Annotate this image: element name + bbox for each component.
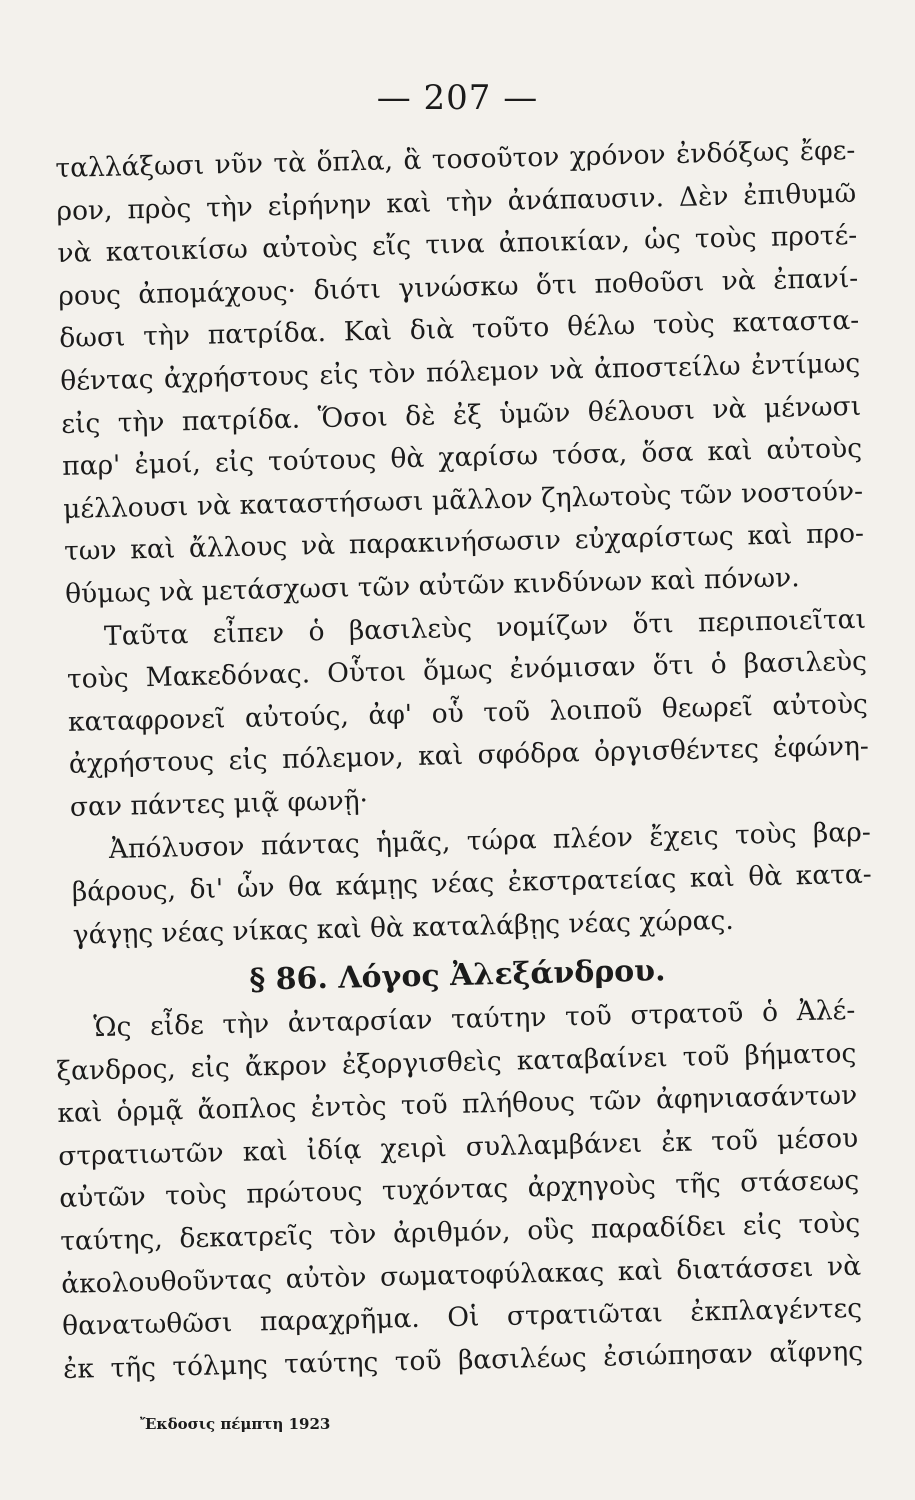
text-line: σαν πάντες μιᾷ φωνῇ· bbox=[69, 784, 369, 823]
text-line: θανατωθῶσι παραχρῆμα. Οἱ στρατιῶται ἐκπλαγέντες bbox=[61, 1292, 863, 1343]
text-line: νὰ κατοικίσω αὐτοὺς εἴς τινα ἀποικίαν, ὡς τοὺς προτέ- bbox=[57, 220, 858, 270]
text-line: στρατιωτῶν καὶ ἰδίᾳ χειρὶ συλλαμβάνει ἐκ τοῦ μέσου bbox=[58, 1122, 859, 1172]
paragraph-2 bbox=[66, 598, 871, 829]
text-line: ξανδρος, εἰς ἄκρον ἐξοργισθεὶς καταβαίνει τοῦ βήματος bbox=[56, 1037, 857, 1087]
text-line: θύμως νὰ μετάσχωσι τῶν αὐτῶν κινδύνων καὶ πόνων. bbox=[64, 562, 800, 610]
paragraph-1 bbox=[55, 130, 865, 617]
text-line: δωσι τὴν πατρίδα. Καὶ διὰ τοῦτο θέλω τοὺς καταστα- bbox=[58, 305, 860, 355]
text-line: παρ' ἐμοί, εἰς τούτους θὰ χαρίσω τόσα, ὅσα καὶ αὐτοὺς bbox=[61, 432, 863, 483]
section-title: Λόγος Ἀλεξάνδρου. bbox=[337, 953, 666, 996]
text-line: καταφρονεῖ αὐτούς, ἀφ' οὗ τοῦ λοιποῦ θεωρεῖ αὐτοὺς bbox=[67, 688, 869, 738]
text-line: ρον, πρὸς τὴν εἰρήνην καὶ τὴν ἀνάπαυσιν. Δὲν ἐπιθυμῶ bbox=[56, 177, 857, 227]
text-line: αὐτῶν τοὺς πρώτους τυχόντας ἀρχηγοὺς τῆς στάσεως bbox=[58, 1165, 860, 1215]
text-line: των καὶ ἄλλους νὰ παρακινήσωσιν εὐχαρίστως καὶ προ- bbox=[63, 518, 865, 568]
paragraph-4 bbox=[55, 990, 863, 1391]
page-number: — 207 — bbox=[376, 78, 539, 118]
text-line: εἰς τὴν πατρίδα. Ὅσοι δὲ ἐξ ὑμῶν θέλουσι νὰ μένωσι bbox=[60, 390, 862, 440]
text-line: καὶ ὁρμᾷ ἄοπλος ἐντὸς τοῦ πλήθους τῶν ἀφηνιασάντων bbox=[57, 1080, 858, 1130]
text-line: ἀκολουθοῦντας αὐτὸν σωματοφύλακας καὶ διατάσσει νὰ bbox=[60, 1250, 862, 1300]
text-line: γάγῃς νέας νίκας καὶ θὰ καταλάβῃς νέας χώρας. bbox=[72, 904, 735, 951]
text-line: Ὡς εἶδε τὴν ἀνταρσίαν ταύτην τοῦ στρατοῦ ὁ Ἀλέ- bbox=[93, 994, 856, 1044]
text-line: Ταῦτα εἶπεν ὁ βασιλεὺς νομίζων ὅτι περιποιεῖται bbox=[103, 603, 867, 652]
text-block-upper bbox=[55, 130, 873, 957]
text-block-lower bbox=[55, 990, 863, 1391]
edition-footer: Ἔκδοσις πέμπτη 1923 bbox=[140, 1415, 331, 1433]
text-line: θέντας ἀχρήστους εἰς τὸν πόλεμον νὰ ἀποστείλω ἐντίμως bbox=[59, 347, 861, 397]
text-line: ἐκ τῆς τόλμης ταύτης τοῦ βασιλέως ἐσιώπησαν αἴφνης bbox=[62, 1335, 864, 1385]
text-line: ταλλάξωσι νῦν τὰ ὅπλα, ἃ τοσοῦτον χρόνον ἐνδόξως ἔφε- bbox=[55, 134, 856, 184]
text-line: μέλλουσι νὰ καταστήσωσι μᾶλλον ζηλωτοὺς τῶν νοστούν- bbox=[62, 475, 864, 525]
text-line: ἀχρήστους εἰς πόλεμον, καὶ σφόδρα ὀργισθέντες ἐφώνη- bbox=[68, 731, 870, 781]
text-line: βάρους, δι' ὧν θα κάμῃς νέας ἐκστρατείας καὶ θὰ κατα- bbox=[71, 858, 873, 908]
text-line: Ἀπόλυσον πάντας ἡμᾶς, τώρα πλέον ἔχεις τοὺς βαρ- bbox=[108, 816, 872, 865]
paragraph-3 bbox=[70, 811, 873, 957]
text-line: ρους ἀπομάχους· διότι γινώσκω ὅτι ποθοῦσι νὰ ἐπανί- bbox=[58, 262, 859, 312]
text-line: τοὺς Μακεδόνας. Οὗτοι ὅμως ἐνόμισαν ὅτι ὁ βασιλεὺς bbox=[66, 645, 868, 695]
section-number: § 86. bbox=[249, 960, 329, 998]
text-line: ταύτης, δεκατρεῖς τὸν ἀριθμόν, οὓς παραδίδει εἰς τοὺς bbox=[59, 1207, 861, 1257]
